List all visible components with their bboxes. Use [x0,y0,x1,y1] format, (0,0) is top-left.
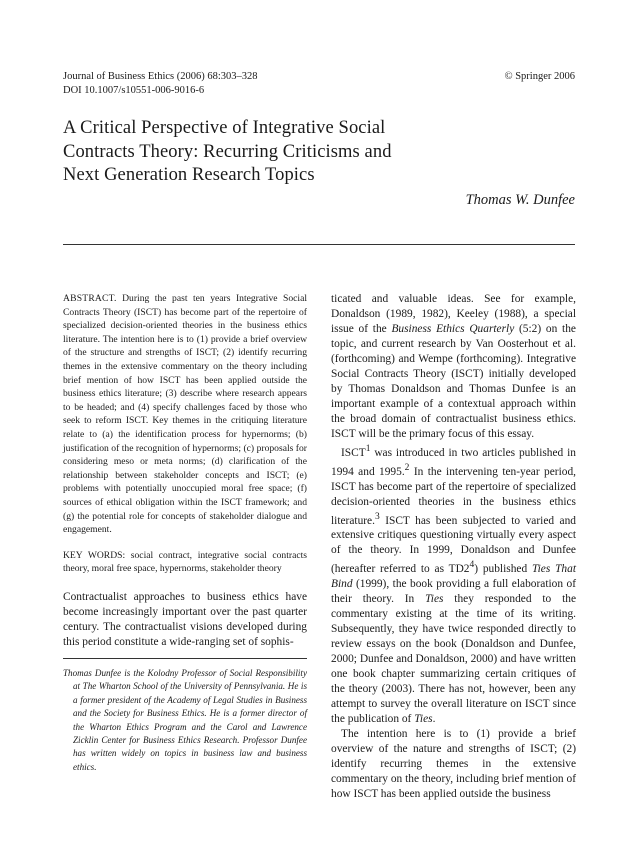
footnote-marker: 2 [404,462,410,473]
text-run: they responded to the commentary existing at the time of its writing. Subsequently, they have twice responded directly to review essays on the book (Donaldson and Dunfee, 2000; Dunfee and Donaldson, 2000) and have written one book chapter summarizing certain critiques of the theory (2003). There has not, however, been any attempt to survey the overall literature on ISCT since the publication of [331,593,576,726]
body-paragraph-2 [331,442,576,727]
body-paragraph-3: The intention here is to (1) provide a brief overview of the nature and strengths of ISCT; (2) identify recurring themes in the extensive commentary on the theory, including brief mention of how ISCT has been applied outside the business [331,728,576,801]
copyright-notice: © Springer 2006 [504,71,575,82]
keywords-label: KEY WORDS: [63,549,126,561]
text-run: (1999), the book providing a full elaboration of their theory. In [331,578,576,606]
footnote-divider [63,658,307,659]
footnote-marker: 3 [374,511,380,522]
text-run: In the intervening ten-year period, ISCT has become part of the repertoire of specialized decision-oriented theories in the business ethics literature. [331,465,576,527]
header-divider [63,244,575,245]
doi: DOI 10.1007/s10551-006-9016-6 [63,85,205,96]
text-run: . [432,713,436,726]
journal-citation: Journal of Business Ethics (2006) 68:303–328 [63,71,258,82]
journal-name: Business Ethics Quarterly [391,323,515,335]
left-column [63,292,307,774]
text-run: was introduced in two articles published in 1994 and 1995. [331,446,576,478]
text-run: ISCT [341,446,366,459]
intro-paragraph: Contractualist approaches to business ethics have become increasingly important over the past quarter century. The contractualist visions developed during this period constitute a wide-ranging set of sophis- [63,590,307,648]
author-name: Thomas W. Dunfee [465,192,575,208]
abstract-text: During the past ten years Integrative Social Contracts Theory (ISCT) has become part of the repertoire of specialized decision-oriented theories in the business ethics literature. The intention here is to (1) provide a brief overview of the structure and strengths of ISCT; (2) identify recurring themes in the extensive commentary on the theory including brief mention of how ISCT has been applied outside the business ethics literature; (3) describe where research appears to be headed; and (4) specify challenges faced by those who seek to reform ISCT. Key themes in the critiquing literature relate to (a) the identification process for hypernorms; (b) justification of the recognition of hypernorms; (c) proposals for considering meso or meta norms; (d) clarification of the relationship between stakeholder concepts and ISCT; (e) problems with potentially unoccupied moral free space; (f) sources of ethical obligation within the ISCT framework; and (g) the potential role for concepts of stakeholder dialogue and engagement. [63,293,307,536]
journal-header [63,70,575,98]
abstract-label: ABSTRACT. [63,293,117,304]
right-column [331,292,576,802]
keywords [63,549,307,576]
footnote-marker: 4 [469,560,475,571]
footnote-marker: 1 [365,444,371,454]
body-paragraph-1 [331,292,576,442]
author-footnote: Thomas Dunfee is the Kolodny Professor of Social Responsibility at The Wharton School of the University of Pennsylvania. He is a former president of the Academy of Legal Studies in Business and the Society for Business Ethics. He is a former director of the Wharton Ethics Program and the Carol and Lawrence Zicklin Center for Business Ethics Research. Professor Dunfee has written widely on topics in business law and business ethics. [63,667,307,772]
book-title: Ties [425,593,444,606]
article-title: A Critical Perspective of Integrative Social Contracts Theory: Recurring Criticisms and Next Generation Research Topics [63,118,392,185]
book-title: Ties That Bind [331,563,576,591]
text-run: ticated and valuable ideas. See for example, Donaldson (1989, 1982), Keeley (1988), a special issue of the [331,293,576,335]
text-run: ISCT has been subjected to varied and extensive critiques questioning virtually every aspect of the theory. In 1999, Donaldson and Dunfee (hereafter referred to as TD2 [331,514,576,576]
book-title: Ties [414,713,433,726]
abstract [63,292,307,537]
text-run: ) published [474,563,532,576]
keywords-text: social contract, integrative social contracts theory, moral free space, hypernorms, stakeholder theory [63,549,307,575]
text-run: (5:2) on the topic, and current research by Van Oosterhout et al. (forthcoming) and Wempe (forthcoming). Integrative Social Contracts Theory (ISCT) initially developed by Thomas Donaldson and Thomas Dunfee is an important example of a contextual approach within the broad domain of contractualist business ethics. ISCT will be the primary focus of this essay. [331,323,576,440]
